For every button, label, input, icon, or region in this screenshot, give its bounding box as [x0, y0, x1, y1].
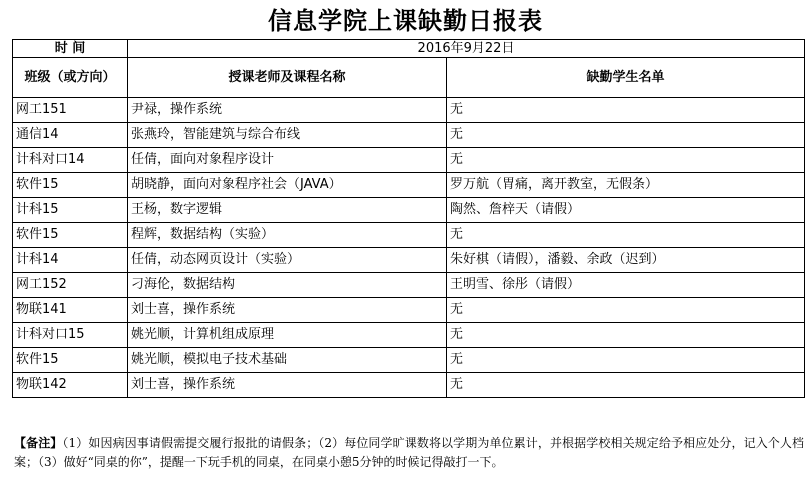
table-row — [13, 123, 805, 148]
teacher-course-cell: 刁海伦，数据结构 — [128, 273, 447, 298]
class-cell: 计科对口15 — [13, 323, 128, 348]
table-row — [13, 298, 805, 323]
teacher-course-cell: 胡晓静，面向对象程序社会（JAVA） — [128, 173, 447, 198]
absent-students-cell: 无 — [447, 373, 805, 398]
teacher-course-cell: 任倩，动态网页设计（实验） — [128, 248, 447, 273]
attendance-table — [12, 39, 805, 398]
class-cell: 软件15 — [13, 348, 128, 373]
table-row — [13, 198, 805, 223]
teacher-course-cell: 刘士喜，操作系统 — [128, 298, 447, 323]
teacher-course-cell: 任倩，面向对象程序设计 — [128, 148, 447, 173]
class-cell: 网工152 — [13, 273, 128, 298]
table-row — [13, 148, 805, 173]
class-cell: 计科15 — [13, 198, 128, 223]
column-header-teacher-course: 授课老师及课程名称 — [128, 58, 447, 98]
absent-students-cell: 无 — [447, 148, 805, 173]
class-cell: 计科对口14 — [13, 148, 128, 173]
table-row — [13, 323, 805, 348]
teacher-course-cell: 程辉，数据结构（实验） — [128, 223, 447, 248]
notes — [14, 434, 804, 472]
table-row — [13, 348, 805, 373]
class-cell: 软件15 — [13, 223, 128, 248]
absent-students-cell: 王明雪、徐彤（请假） — [447, 273, 805, 298]
report-date: 2016年9月22日 — [128, 40, 805, 58]
header-row — [13, 58, 805, 98]
absent-students-cell: 罗万航（胃痛，离开教室，无假条） — [447, 173, 805, 198]
absent-students-cell: 朱好棋（请假），潘毅、余政（迟到） — [447, 248, 805, 273]
time-label: 时 间 — [13, 40, 128, 58]
absent-students-cell: 无 — [447, 348, 805, 373]
absent-students-cell: 无 — [447, 223, 805, 248]
table-row — [13, 173, 805, 198]
table-row — [13, 373, 805, 398]
absent-students-cell: 无 — [447, 323, 805, 348]
absent-students-cell: 无 — [447, 298, 805, 323]
class-cell: 通信14 — [13, 123, 128, 148]
teacher-course-cell: 尹禄，操作系统 — [128, 98, 447, 123]
absent-students-cell: 陶然、詹梓天（请假） — [447, 198, 805, 223]
date-row — [13, 40, 805, 58]
absent-students-cell: 无 — [447, 98, 805, 123]
teacher-course-cell: 刘士喜，操作系统 — [128, 373, 447, 398]
class-cell: 物联141 — [13, 298, 128, 323]
class-cell: 软件15 — [13, 173, 128, 198]
notes-text: （1）如因病因事请假需提交履行报批的请假条；（2）每位同学旷课数将以学期为单位累计，并根据学校相关规定给予相应处分，记入个人档案；（3）做好“同桌的你”，提醒一下玩手机的同桌，在同桌小憩5分钟的时候记得敲打一下。 — [14, 436, 804, 469]
table-row — [13, 223, 805, 248]
table-row — [13, 248, 805, 273]
class-cell: 计科14 — [13, 248, 128, 273]
report-title: 信息学院上课缺勤日报表 — [268, 6, 543, 35]
teacher-course-cell: 姚光顺，计算机组成原理 — [128, 323, 447, 348]
class-cell: 网工151 — [13, 98, 128, 123]
table-row — [13, 98, 805, 123]
column-header-class: 班级（或方向） — [13, 58, 128, 98]
class-cell: 物联142 — [13, 373, 128, 398]
teacher-course-cell: 张燕玲，智能建筑与综合布线 — [128, 123, 447, 148]
teacher-course-cell: 姚光顺，模拟电子技术基础 — [128, 348, 447, 373]
table-row — [13, 273, 805, 298]
absent-students-cell: 无 — [447, 123, 805, 148]
teacher-course-cell: 王杨，数字逻辑 — [128, 198, 447, 223]
notes-label: 【备注】 — [14, 436, 63, 450]
column-header-absent-students: 缺勤学生名单 — [447, 58, 805, 98]
